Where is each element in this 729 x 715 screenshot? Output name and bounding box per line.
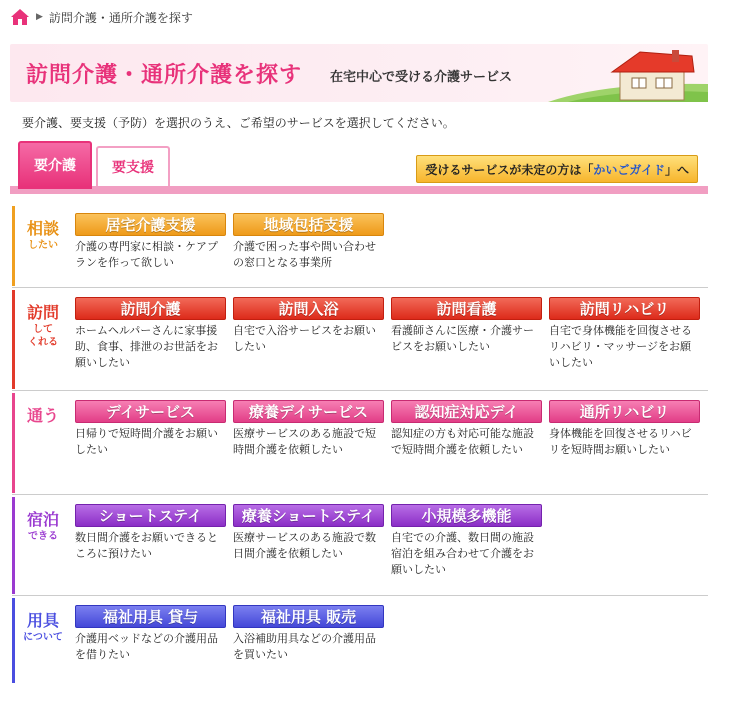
- service-button[interactable]: 福祉用具 貸与: [75, 605, 226, 628]
- service-button[interactable]: 療養デイサービス: [233, 400, 384, 423]
- category-subtitle: したい: [28, 240, 58, 251]
- service-description: 看護師さんに医療・介護サービスをお願いしたい: [391, 324, 534, 353]
- service-button[interactable]: 地域包括支援: [233, 213, 384, 236]
- service-item: [391, 504, 543, 578]
- category-title: 通う: [26, 406, 59, 425]
- service-button[interactable]: デイサービス: [75, 400, 226, 423]
- service-item: [75, 605, 227, 663]
- category-subtitle: して: [33, 324, 53, 335]
- service-item: [233, 297, 385, 355]
- service-button[interactable]: 通所リハビリ: [549, 400, 700, 423]
- category-label: [23, 403, 63, 426]
- category-kayou: [12, 393, 708, 493]
- service-item: [391, 297, 543, 355]
- tab-yokaigo[interactable]: 要介護: [18, 141, 92, 189]
- tab-bar: [10, 141, 708, 193]
- house-icon: [548, 44, 708, 102]
- service-item: [75, 504, 227, 562]
- category-sodan: [12, 206, 708, 286]
- category-title: 宿泊: [26, 510, 59, 529]
- service-description: 身体機能を回復させるリハビリを短時間お願いしたい: [549, 427, 692, 456]
- service-description: 日帰りで短時間介護をお願いしたい: [75, 427, 218, 456]
- service-item: [233, 400, 385, 458]
- service-description: 医療サービスのある施設で短時間介護を依頼したい: [233, 427, 376, 456]
- home-icon[interactable]: [10, 8, 30, 26]
- category-shukuhaku: [12, 497, 708, 594]
- breadcrumb-current: 訪問介護・通所介護を探す: [48, 10, 193, 25]
- service-item: [75, 297, 227, 371]
- category-yougu: [12, 598, 708, 683]
- service-button[interactable]: 居宅介護支援: [75, 213, 226, 236]
- service-description: 自宅で身体機能を回復させるリハビリ・マッサージをお願いしたい: [549, 324, 692, 369]
- page-title: 訪問介護・通所介護を探す: [26, 63, 303, 88]
- category-homon: [12, 290, 708, 389]
- category-label: [23, 608, 63, 644]
- category-label: [23, 507, 63, 543]
- service-description: 数日間介護をお願いできるところに預けたい: [75, 531, 218, 560]
- category-title: 相談: [26, 219, 59, 238]
- guide-link[interactable]: かいごガイド: [593, 162, 665, 177]
- category-divider: [12, 287, 708, 288]
- service-button[interactable]: 訪問入浴: [233, 297, 384, 320]
- service-description: 認知症の方も対応可能な施設で短時間介護を依頼したい: [391, 427, 534, 456]
- service-description: 介護用ベッドなどの介護用品を借りたい: [75, 632, 218, 661]
- instruction-text: 要介護、要支援（予防）を選択のうえ、ご希望のサービスを選択してください。: [22, 116, 455, 130]
- service-description: 医療サービスのある施設で数日間介護を依頼したい: [233, 531, 376, 560]
- service-item: [549, 400, 701, 458]
- service-button[interactable]: 認知症対応デイ: [391, 400, 542, 423]
- category-title: 訪問: [26, 303, 59, 322]
- service-button[interactable]: 訪問リハビリ: [549, 297, 700, 320]
- service-description: 介護で困った事や問い合わせの窓口となる事業所: [233, 240, 376, 269]
- service-description: ホームヘルパーさんに家事援助、食事、排泄のお世話をお願いしたい: [75, 324, 218, 369]
- service-button[interactable]: 小規模多機能: [391, 504, 542, 527]
- breadcrumb: [10, 7, 193, 27]
- service-item: [233, 605, 385, 663]
- service-description: 介護の専門家に相談・ケアプランを作って欲しい: [75, 240, 218, 269]
- service-button[interactable]: 福祉用具 販売: [233, 605, 384, 628]
- guide-prefix: 受けるサービスが未定の方は「: [425, 162, 594, 177]
- category-divider: [12, 595, 708, 596]
- header-banner: [10, 44, 708, 102]
- service-item: [233, 504, 385, 562]
- tab-yoshien[interactable]: 要支援: [96, 146, 170, 186]
- service-button[interactable]: 訪問介護: [75, 297, 226, 320]
- service-item: [233, 213, 385, 271]
- service-description: 自宅で入浴サービスをお願いしたい: [233, 324, 376, 353]
- category-label: [23, 300, 63, 349]
- category-subtitle: できる: [28, 531, 58, 542]
- service-description: 自宅での介護、数日間の施設宿泊を組み合わせて介護をお願いしたい: [391, 531, 534, 576]
- service-button[interactable]: 療養ショートステイ: [233, 504, 384, 527]
- kaigo-guide-button[interactable]: [416, 155, 698, 183]
- breadcrumb-separator: ▶: [36, 12, 43, 22]
- service-description: 入浴補助用具などの介護用品を買いたい: [233, 632, 376, 661]
- service-item: [75, 400, 227, 458]
- service-item: [75, 213, 227, 271]
- guide-suffix: 」へ: [664, 162, 689, 177]
- service-button[interactable]: ショートステイ: [75, 504, 226, 527]
- category-label: [23, 216, 63, 252]
- service-item: [391, 400, 543, 458]
- category-subtitle: について: [23, 632, 63, 643]
- service-item: [549, 297, 701, 371]
- category-divider: [12, 390, 708, 391]
- category-subtitle: くれる: [28, 337, 58, 348]
- category-divider: [12, 494, 708, 495]
- service-button[interactable]: 訪問看護: [391, 297, 542, 320]
- category-title: 用具: [26, 611, 59, 630]
- page-subtitle: 在宅中心で受ける介護サービス: [330, 70, 513, 85]
